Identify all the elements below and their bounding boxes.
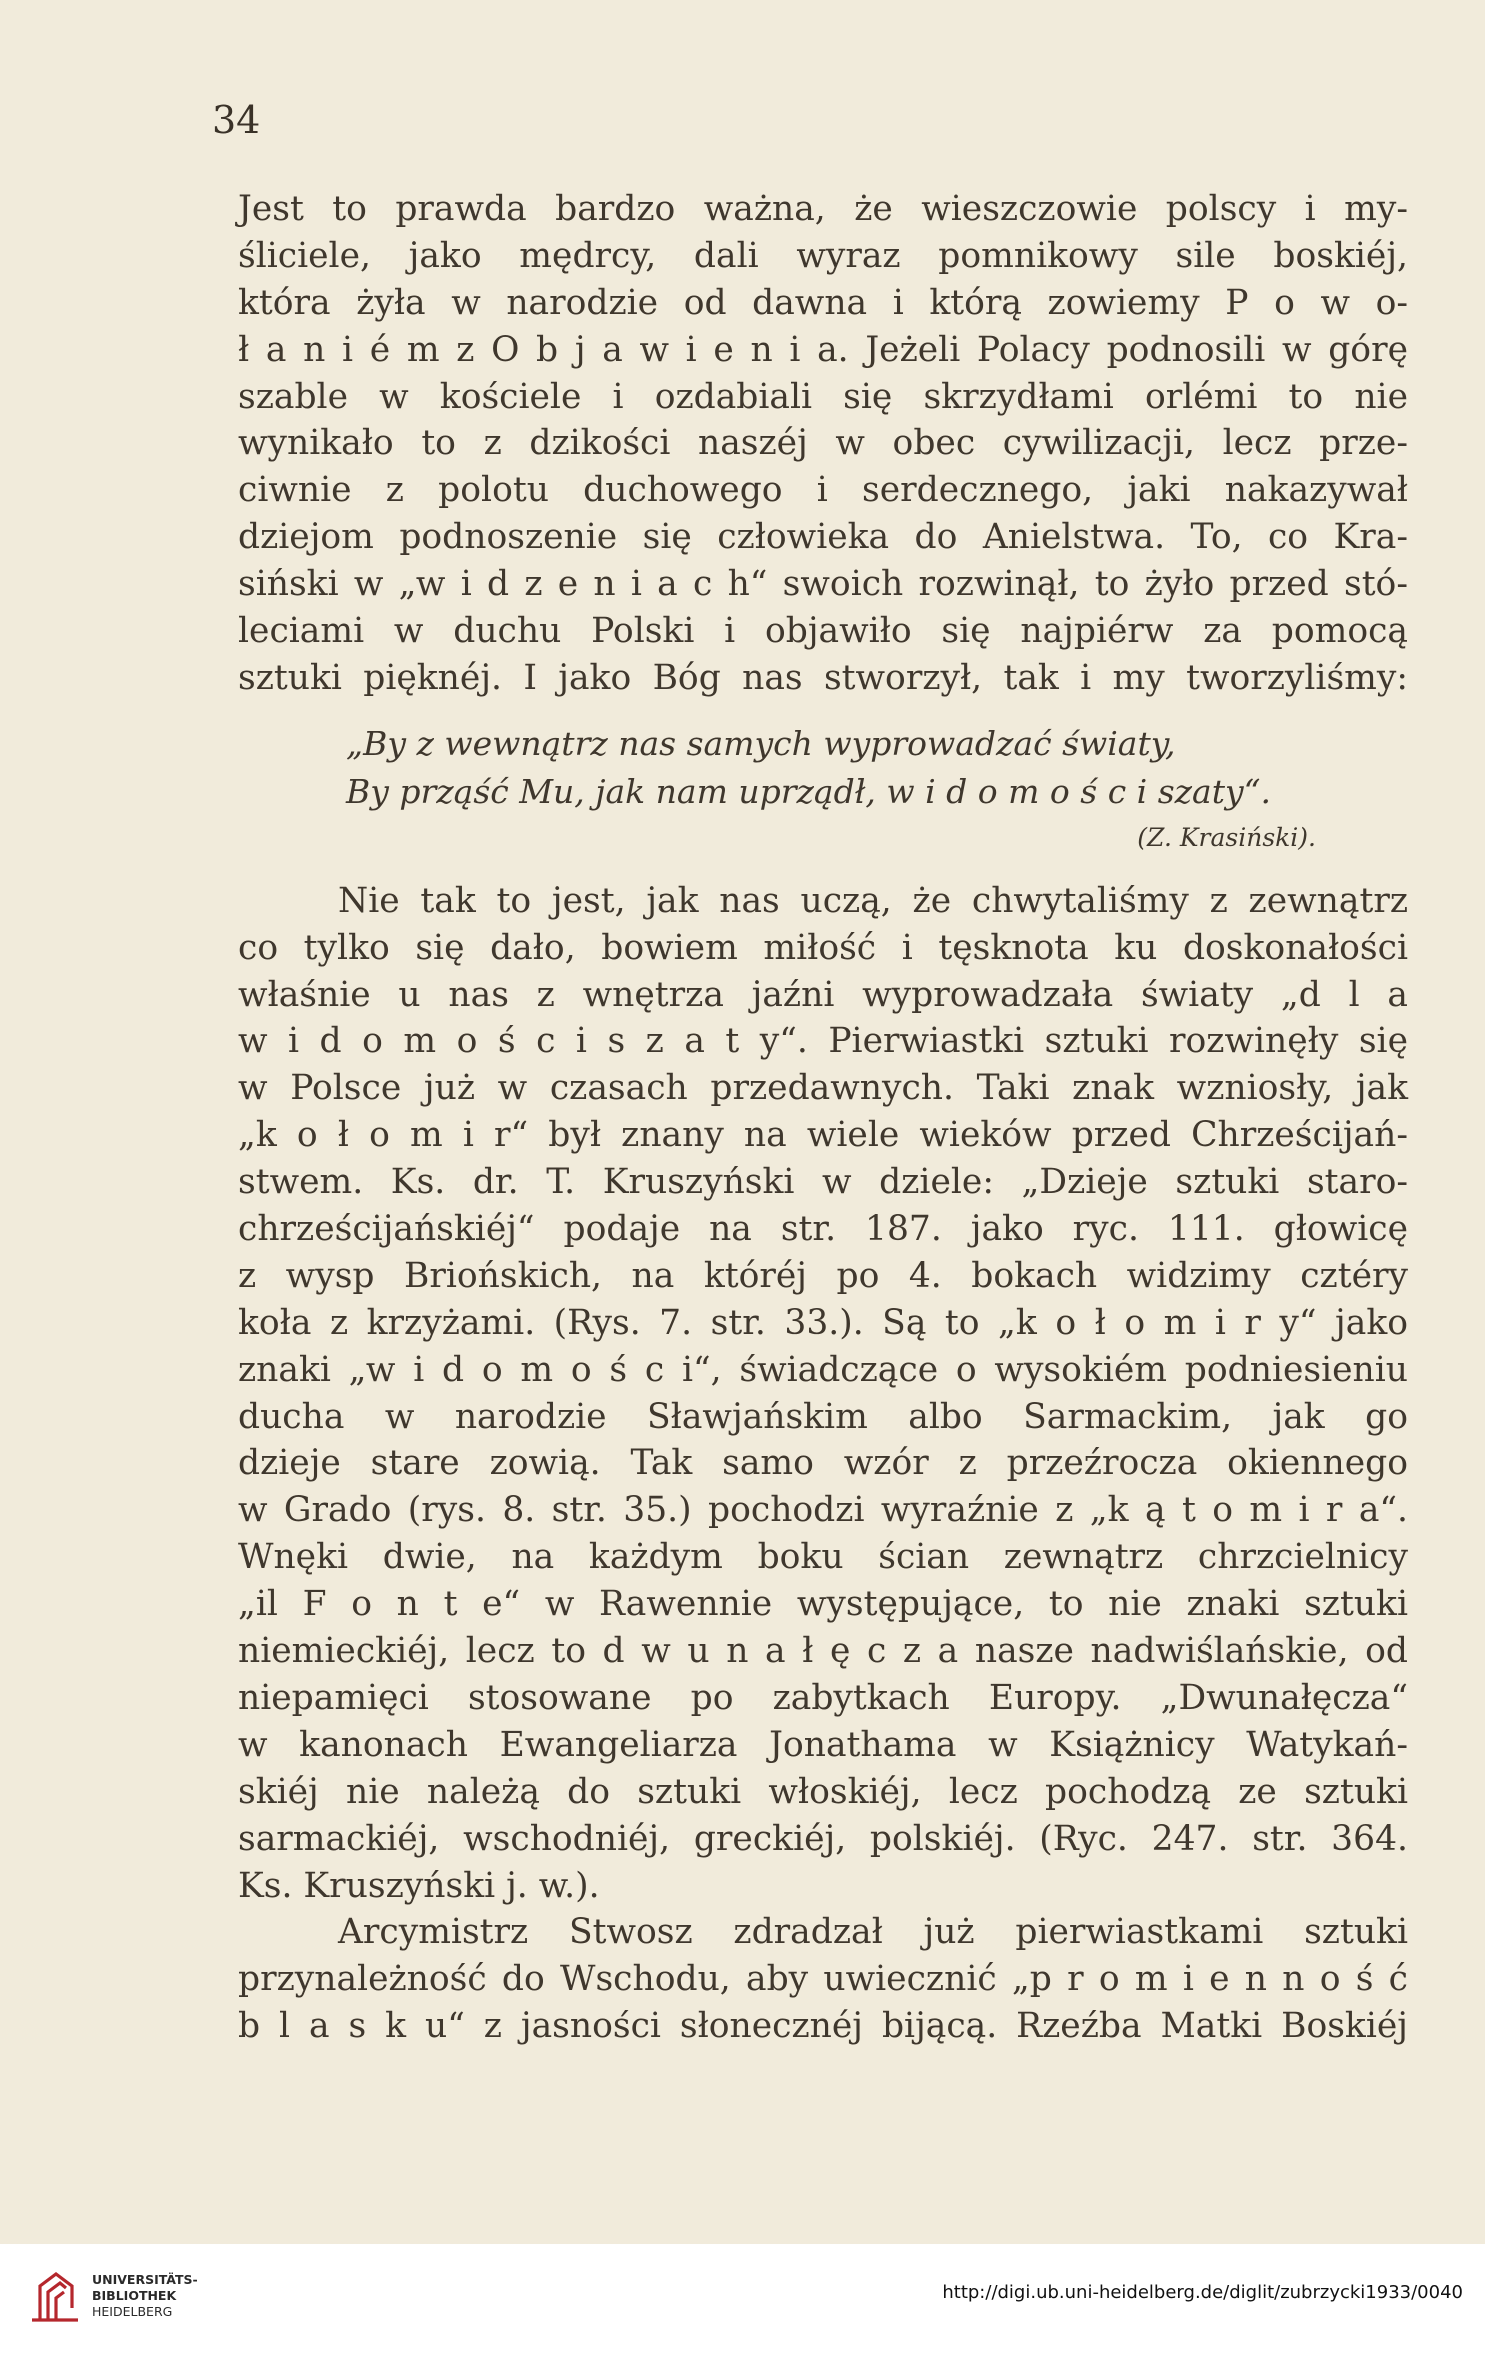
text-line: ciwnie z polotu duchowego i serdecznego, jaki nakazywał	[238, 470, 1408, 511]
library-logo-icon	[26, 2268, 84, 2326]
text-line: Arcymistrz Stwosz zdradzał już pierwiastkami sztuki	[338, 1912, 1408, 1953]
text-line: koła z krzyżami. (Rys. 7. str. 33.). Są to „k o ł o m i r y“ jako	[238, 1302, 1408, 1343]
verse-quote	[238, 720, 1408, 860]
text-line: właśnie u nas z wnętrza jaźni wyprowadzała światy „d l a	[238, 974, 1408, 1015]
text-line: która żyła w narodzie od dawna i którą zowiemy P o w o-	[238, 282, 1408, 323]
paragraph-3	[238, 1909, 1408, 2050]
text-line: w Grado (rys. 8. str. 35.) pochodzi wyraźnie z „k ą t o m i r a“.	[238, 1490, 1408, 1531]
text-line: co tylko się dało, bowiem miłość i tęsknota ku doskonałości	[238, 927, 1408, 968]
text-line: z wysp Briońskich, na któréj po 4. bokach widzimy cztéry	[238, 1255, 1408, 1296]
text-line: znaki „w i d o m o ś c i“, świadczące o wysokiém podniesieniu	[238, 1349, 1408, 1390]
page-number: 34	[212, 98, 261, 142]
text-line: stwem. Ks. dr. T. Kruszyński w dziele: „Dzieje sztuki staro-	[238, 1162, 1408, 1203]
text-line: sarmackiéj, wschodniéj, greckiéj, polskiéj. (Ryc. 247. str. 364.	[238, 1818, 1408, 1859]
library-name-line: UNIVERSITÄTS-	[92, 2272, 198, 2287]
text-line: w Polsce już w czasach przedawnych. Taki znak wzniosły, jak	[238, 1068, 1408, 1109]
text-line: Nie tak to jest, jak nas uczą, że chwytaliśmy z zewnątrz	[338, 880, 1408, 921]
library-name	[92, 2272, 198, 2320]
text-line: skiéj nie należą do sztuki włoskiéj, lecz pochodzą ze sztuki	[238, 1771, 1408, 1812]
text-line: w i d o m o ś c i s z a t y“. Pierwiastki sztuki rozwinęły się	[238, 1021, 1408, 1062]
permalink-url[interactable]: http://digi.ub.uni-heidelberg.de/diglit/zubrzycki1933/0040	[942, 2282, 1463, 2303]
text-line: sztuki pięknéj. I jako Bóg nas stworzył, tak i my tworzyliśmy:	[238, 657, 1408, 698]
text-line: niemieckiéj, lecz to d w u n a ł ę c z a nasze nadwiślańskie, od	[238, 1631, 1408, 1672]
text-line: dziejom podnoszenie się człowieka do Anielstwa. To, co Kra-	[238, 517, 1408, 558]
text-line: dzieje stare zowią. Tak samo wzór z przeźrocza okiennego	[238, 1443, 1408, 1484]
text-line: Wnęki dwie, na każdym boku ścian zewnątrz chrzcielnicy	[238, 1537, 1408, 1578]
text-line: siński w „w i d z e n i a c h“ swoich rozwinął, to żyło przed stó-	[238, 564, 1408, 605]
text-line: ducha w narodzie Sławjańskim albo Sarmackim, jak go	[238, 1396, 1408, 1437]
library-name-line: BIBLIOTHEK	[92, 2288, 177, 2303]
paragraph-1	[238, 186, 1408, 702]
paragraph-2	[238, 878, 1408, 1910]
library-name-line: HEIDELBERG	[92, 2304, 173, 2319]
text-line: w kanonach Ewangeliarza Jonathama w Książnicy Watykań-	[238, 1724, 1408, 1765]
text-line: śliciele, jako mędrcy, dali wyraz pomnikowy sile boskiéj,	[238, 235, 1408, 276]
viewer-footer	[0, 2244, 1485, 2356]
text-line: niepamięci stosowane po zabytkach Europy. „Dwunałęcza“	[238, 1677, 1408, 1718]
text-line: Jest to prawda bardzo ważna, że wieszczowie polscy i my-	[238, 189, 1408, 229]
text-line: „k o ł o m i r“ był znany na wiele wieków przed Chrześcijań-	[238, 1115, 1408, 1156]
text-line: „il F o n t e“ w Rawennie występujące, to nie znaki sztuki	[238, 1584, 1408, 1625]
text-line: wynikało to z dzikości naszéj w obec cywilizacji, lecz prze-	[238, 423, 1408, 464]
text-line: Ks. Kruszyński j. w.).	[238, 1865, 600, 1906]
text-line: ł a n i é m z O b j a w i e n i a. Jeżeli Polacy podnosili w górę	[238, 329, 1408, 370]
quote-line: By prząść Mu, jak nam uprządł, w i d o m o ś c i szaty“.	[346, 771, 1271, 811]
quote-line: „By z wewnątrz nas samych wyprowadzać światy,	[346, 723, 1176, 763]
body-text	[238, 186, 1408, 2050]
text-line: leciami w duchu Polski i objawiło się najpiérw za pomocą	[238, 611, 1408, 652]
text-line: chrześcijańskiéj“ podaje na str. 187. jako ryc. 111. głowicę	[238, 1209, 1408, 1250]
text-line: szable w kościele i ozdabiali się skrzydłami orlémi to nie	[238, 376, 1408, 417]
text-line: przynależność do Wschodu, aby uwiecznić „p r o m i e n n o ś ć	[238, 1959, 1408, 2000]
quote-attribution: (Z. Krasiński).	[1137, 822, 1316, 852]
text-line: b l a s k u“ z jasności słonecznéj bijącą. Rzeźba Matki Boskiéj	[238, 2006, 1408, 2047]
